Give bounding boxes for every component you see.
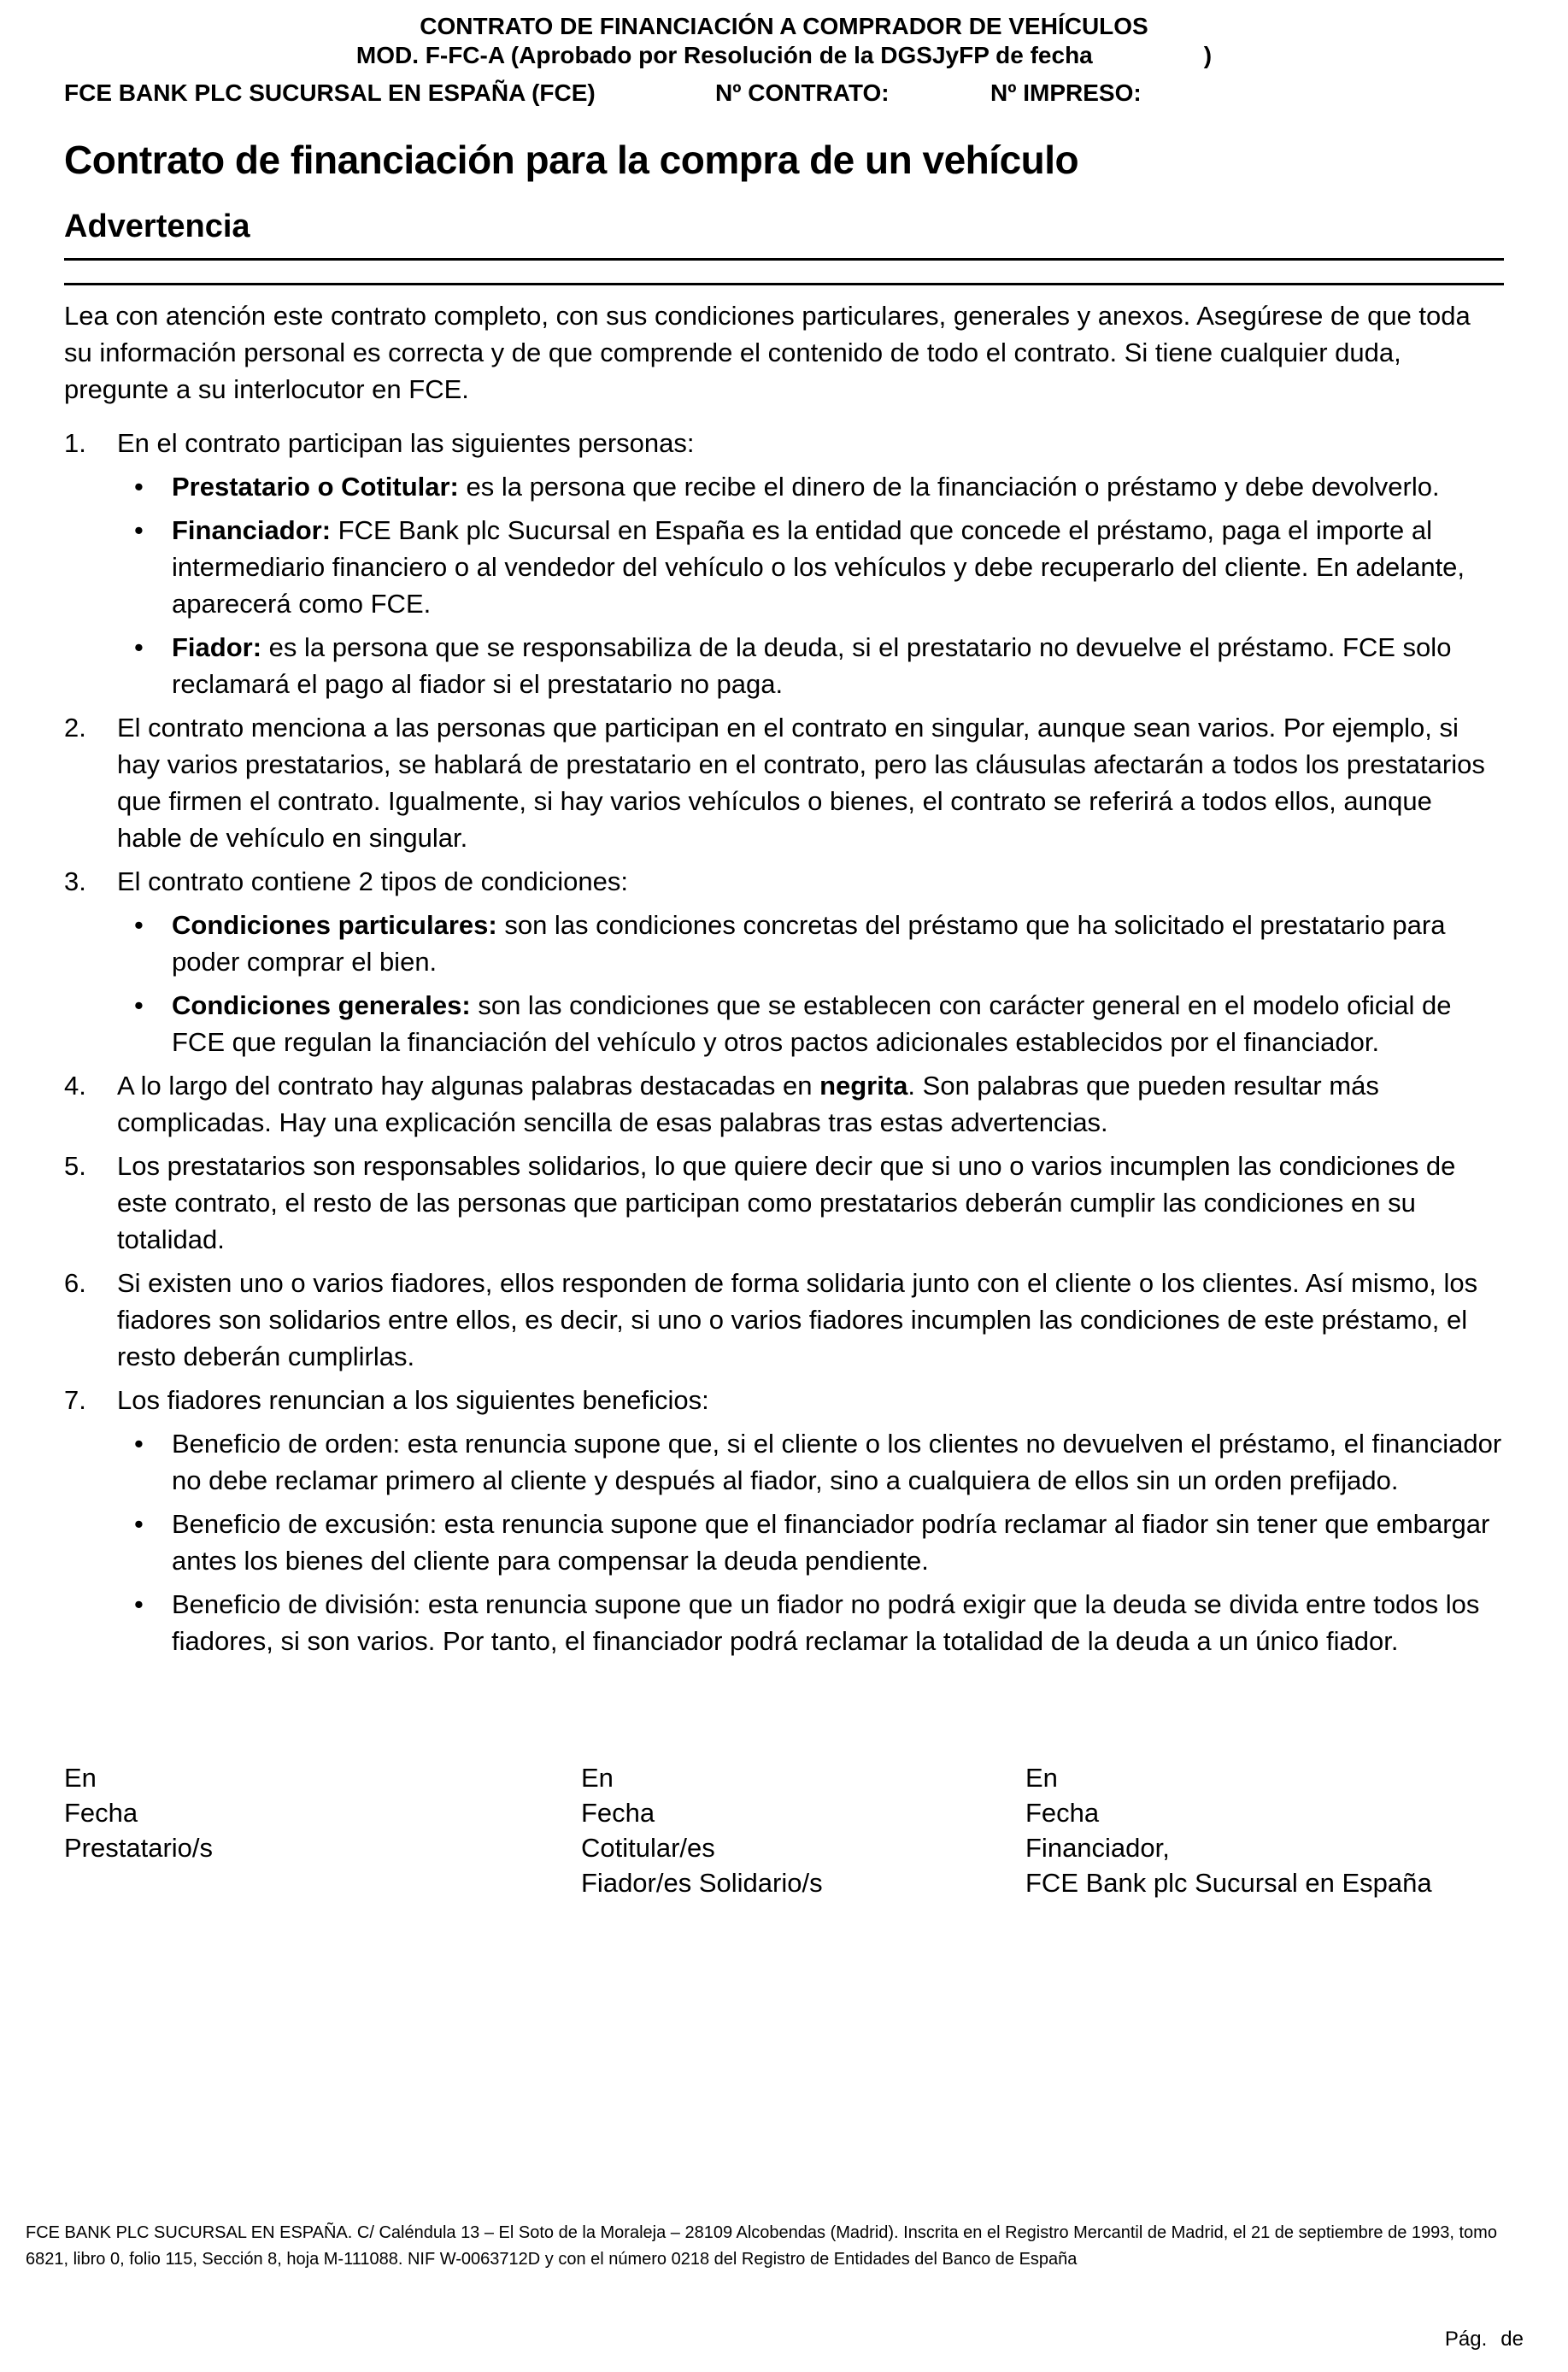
list-item-body xyxy=(117,1265,1504,1375)
bullet-item xyxy=(117,1506,1504,1579)
bullet-text: FCE Bank plc Sucursal en España es la entidad que concede el préstamo, paga el importe al intermediario financiero o al vendedor del vehículo o los vehículos y debe recuperarlo del cliente. En adelante, aparecerá como FCE. xyxy=(172,515,1465,619)
page-number-label xyxy=(1445,2328,1524,2351)
list-item-body xyxy=(117,425,1504,702)
list-item xyxy=(64,863,1504,1060)
item-text-post: . Son palabras que pueden resultar más complicadas. Hay una explicación sencilla de esas palabras tras estas advertencias. xyxy=(117,1071,1379,1137)
list-item-body xyxy=(117,709,1504,856)
list-item-text: El contrato menciona a las personas que participan en el contrato en singular, aunque sean varios. Por ejemplo, si hay varios prestatarios, se hablará de prestatario en el contrato, pero las cláusulas afectarán a todos los prestatarios que firmen el contrato. Igualmente, si hay varios vehículos o bienes, el contrato se referirá a todos ellos, aunque hable de vehículo en singular. xyxy=(117,713,1485,853)
page-title: Contrato de financiación para la compra de un vehículo xyxy=(64,138,1079,182)
list-item xyxy=(64,709,1504,856)
bullet-text: Beneficio de orden: esta renuncia supone que, si el cliente o los clientes no devuelven el préstamo, el financiador no debe reclamar primero al cliente y después al fiador, sino a cualquiera de ellos sin un orden prefijado. xyxy=(172,1429,1502,1495)
signature-column-cotitular-fiador xyxy=(581,1760,1025,1900)
bullet-item xyxy=(117,512,1504,622)
signature-column-prestatario xyxy=(64,1760,581,1900)
bullet-bold-lead: Condiciones generales: xyxy=(172,990,471,1020)
bullet-text: son las condiciones concretas del préstamo que ha solicitado el prestatario para poder comprar el bien. xyxy=(172,910,1446,977)
bullet-text: es la persona que se responsabiliza de la deuda, si el prestatario no devuelve el préstamo. FCE solo reclamará el pago al fiador si el prestatario no paga. xyxy=(172,632,1452,699)
list-item xyxy=(64,1148,1504,1258)
signature-date-label: Fecha xyxy=(1025,1798,1100,1828)
list-item-text: Si existen uno o varios fiadores, ellos responden de forma solidaria junto con el cliente o los clientes. Así mismo, los fiadores son solidarios entre ellos, es decir, si uno o varios fiadores incumplen las condiciones de este préstamo, el resto deberán cumplirlas. xyxy=(117,1268,1478,1371)
item-text-bold: negrita xyxy=(819,1071,908,1101)
bullet-bold-lead: Financiador: xyxy=(172,515,332,545)
signature-place-label: En xyxy=(64,1763,97,1793)
numbered-list xyxy=(64,425,1504,1659)
signature-block xyxy=(64,1760,1504,1900)
bullet-item xyxy=(117,468,1504,505)
list-item-number: 3. xyxy=(64,866,86,896)
intro-paragraph: Lea con atención este contrato completo, con sus condiciones particulares, generales y anexos. Asegúrese de que toda su información personal es correcta y de que comprende el contenido de todo el contrato. Si tiene cualquier duda, pregunte a su interlocutor en FCE. xyxy=(64,301,1471,404)
bullet-item xyxy=(117,987,1504,1060)
list-item-body xyxy=(117,1067,1504,1141)
signature-role-label: Cotitular/es xyxy=(581,1833,715,1863)
signature-column-financiador xyxy=(1025,1760,1504,1900)
bullet-text: Beneficio de excusión: esta renuncia supone que el financiador podría reclamar al fiador sin tener que embargar antes los bienes del cliente para compensar la deuda pendiente. xyxy=(172,1509,1490,1576)
list-item-text xyxy=(117,1067,1504,1141)
bullet-item xyxy=(117,1586,1504,1659)
bank-name: FCE BANK PLC SUCURSAL EN ESPAÑA (FCE) xyxy=(64,79,596,106)
of-word: de xyxy=(1500,2328,1524,2351)
signature-date-label: Fecha xyxy=(581,1798,655,1828)
list-item xyxy=(64,1382,1504,1659)
list-item-text: En el contrato participan las siguientes personas: xyxy=(117,428,695,458)
warning-section-heading: Advertencia xyxy=(64,207,1504,261)
list-item-body xyxy=(117,1382,1504,1659)
signature-role-label: Financiador, xyxy=(1025,1833,1170,1863)
list-item-body xyxy=(117,863,1504,1060)
list-item-text: El contrato contiene 2 tipos de condiciones: xyxy=(117,866,628,896)
signature-role-label-2: Fiador/es Solidario/s xyxy=(581,1868,823,1898)
bullet-text: Beneficio de división: esta renuncia supone que un fiador no podrá exigir que la deuda se divida entre todos los fiadores, si son varios. Por tanto, el financiador podrá reclamar la totalidad de la deuda a un único fiador. xyxy=(172,1589,1480,1656)
signature-place-label: En xyxy=(1025,1763,1058,1793)
signature-place-label: En xyxy=(581,1763,614,1793)
list-item xyxy=(64,1265,1504,1375)
list-item-text: Los fiadores renuncian a los siguientes beneficios: xyxy=(117,1385,709,1415)
contract-number-label: Nº CONTRATO: xyxy=(715,79,890,106)
item-text-pre: A lo largo del contrato hay algunas palabras destacadas en xyxy=(117,1071,820,1101)
bullet-item xyxy=(117,907,1504,980)
list-item-text: Los prestatarios son responsables solidarios, lo que quiere decir que si uno o varios incumplen las condiciones de este contrato, el resto de las personas que participan como prestatarios deberán cumplir las condiciones en su totalidad. xyxy=(117,1151,1456,1254)
bullet-text: son las condiciones que se establecen con carácter general en el modelo oficial de FCE que regulan la financiación del vehículo y otros pactos adicionales establecidos por el financiador. xyxy=(172,990,1452,1057)
bullet-bold-lead: Prestatario o Cotitular: xyxy=(172,472,459,502)
printed-number-label: Nº IMPRESO: xyxy=(990,79,1142,106)
page-word: Pág. xyxy=(1444,2328,1488,2351)
list-item-number: 2. xyxy=(64,713,86,743)
mod-line-text: MOD. F-FC-A (Aprobado por Resolución de la DGSJyFP de fecha xyxy=(355,42,1093,68)
list-item-number: 6. xyxy=(64,1268,86,1298)
list-item xyxy=(64,1067,1504,1141)
bullet-item xyxy=(117,1425,1504,1499)
list-item-number: 7. xyxy=(64,1385,86,1415)
signature-entity-name: FCE Bank plc Sucursal en España xyxy=(1025,1868,1432,1898)
horizontal-rule xyxy=(64,283,1504,285)
mod-line-close-paren: ) xyxy=(1203,42,1213,68)
bullet-text: es la persona que recibe el dinero de la financiación o préstamo y debe devolverlo. xyxy=(458,472,1440,502)
list-item-number: 5. xyxy=(64,1151,86,1181)
list-item-number: 4. xyxy=(64,1071,86,1101)
document-header-title: CONTRATO DE FINANCIACIÓN A COMPRADOR DE VEHÍCULOS xyxy=(420,13,1148,39)
bank-identification-row xyxy=(64,79,1504,108)
document-header-mod-line xyxy=(64,41,1504,70)
signature-role-label: Prestatario/s xyxy=(64,1833,214,1863)
bullet-bold-lead: Fiador: xyxy=(172,632,262,662)
list-item-number: 1. xyxy=(64,428,86,458)
bullet-item xyxy=(117,629,1504,702)
list-item-body xyxy=(117,1148,1504,1258)
bullet-bold-lead: Condiciones particulares: xyxy=(172,910,497,940)
legal-footer: FCE BANK PLC SUCURSAL EN ESPAÑA. C/ Caléndula 13 – El Soto de la Moraleja – 28109 Alcobendas (Madrid). Inscrita en el Registro Mercantil de Madrid, el 21 de septiembre de 1993, tomo 6821, libro 0, folio 115, Sección 8, hoja M-111088. NIF W-0063712D y con el número 0218 del Registro de Entidades del Banco de España xyxy=(26,2223,1497,2269)
signature-date-label: Fecha xyxy=(64,1798,138,1828)
list-item xyxy=(64,425,1504,702)
